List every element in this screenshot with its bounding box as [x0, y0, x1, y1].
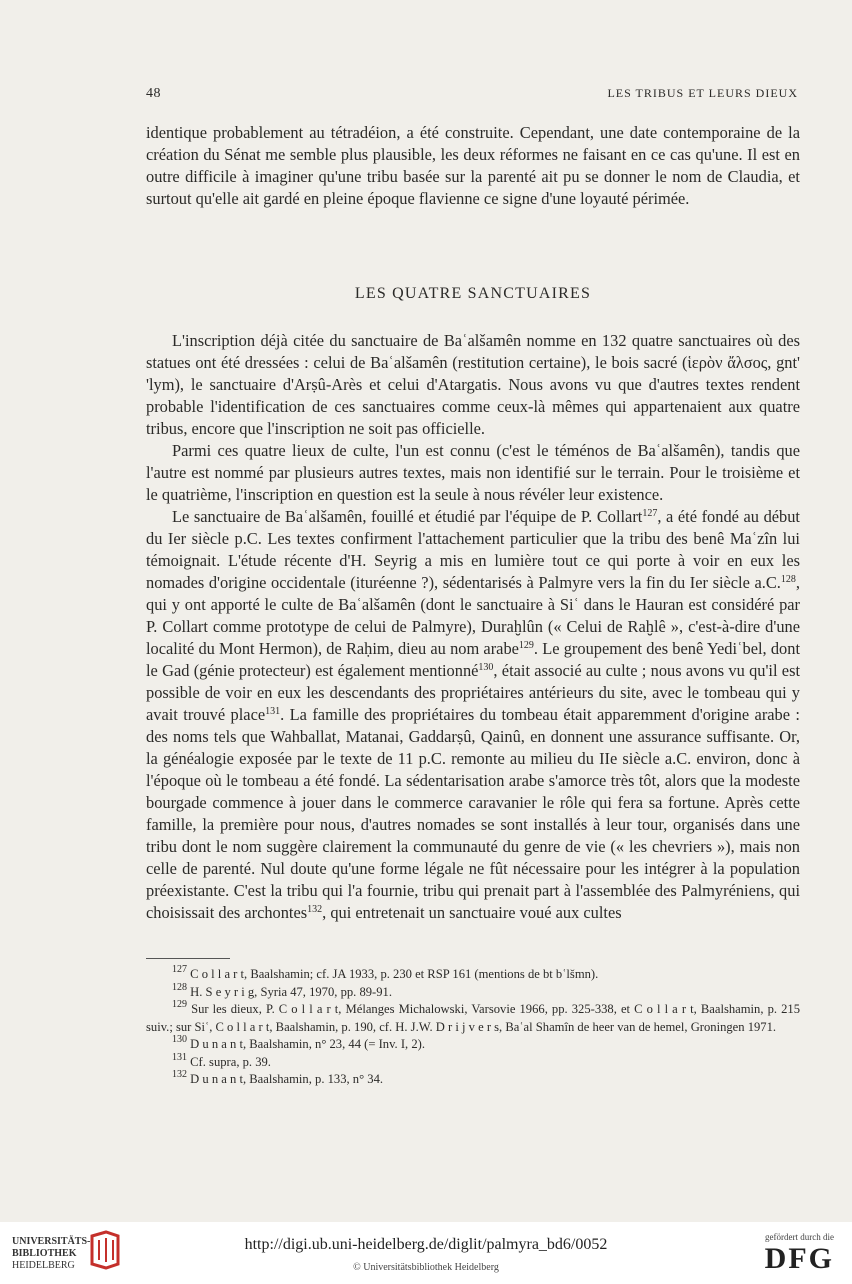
footnote-text: D u n a n t, Baalshamin, n° 23, 44 (= Inv. I, 2).	[190, 1037, 425, 1051]
footnote-ref-128: 128	[780, 574, 796, 585]
footnote-ref-132: 132	[307, 904, 323, 915]
page-header	[146, 86, 798, 104]
library-name-line3: HEIDELBERG	[12, 1260, 75, 1271]
copyright-notice: © Universitätsbibliothek Heidelberg	[353, 1262, 499, 1273]
page-number: 48	[146, 86, 161, 101]
paragraph-3-text: . Le groupement des benê Yediʿbel, dont le Gad (génie protecteur) est également mentionné	[146, 639, 800, 680]
footnote	[146, 1071, 800, 1089]
permalink-url[interactable]: http://digi.ub.uni-heidelberg.de/diglit/palmyra_bd6/0052	[244, 1236, 608, 1253]
footnote-number: 131	[172, 1051, 187, 1063]
footnote-ref-131: 131	[265, 706, 281, 717]
footnote	[146, 1001, 800, 1036]
footnote-ref-130: 130	[478, 662, 494, 673]
footnote-number: 132	[172, 1069, 187, 1080]
intro-text: identique probablement au tétradéion, a été construite. Cependant, une date contemporaine de la création du Sénat me semble plus plausible, les deux réformes ne faisant en ce cas qu'une. Il est en outre difficile à imaginer qu'une tribu basée sur la parenté ait pu se donner le nom de Claudia, et surtout qu'elle ait gardé en pleine époque flavienne ce signe d'une loyauté périmée.	[146, 123, 800, 208]
footnote-text: C o l l a r t, Baalshamin; cf. JA 1933, p. 230 et RSP 161 (mentions de bt bʿlšmn).	[190, 967, 599, 981]
library-name-line2: BIBLIOTHEK	[12, 1248, 77, 1259]
paragraph-3-text: , qui y ont apporté le culte de Baʿalšamên (dont le sanctuaire à Siʿ dans le Hauran est considéré par P. Collart comme prototype de celui de Palmyre), Duraḫlûn (« Celui de Raḫlê », c'est-à-dire d'une localité du Mont Hermon), de Raḥim, dieu au nom arabe	[146, 573, 800, 658]
paragraph-3-text: , a été fondé au début du Ier siècle p.C. Les textes confirment l'attachement particulier que la tribu des benê Maʿzîn lui témoignait. L'étude récente d'H. Seyrig a mis en lumière tout ce qui porte à voir en eux les nomades d'origine occidentale (ituréenne ?), sédentarisés à Palmyre vers la fin du Ier siècle a.C.	[146, 507, 800, 592]
footnote	[146, 1051, 800, 1072]
footnote	[146, 981, 800, 1002]
footnote-number: 127	[172, 964, 187, 975]
footnote-divider	[146, 958, 230, 959]
paragraph-2: Parmi ces quatre lieux de culte, l'un est connu (c'est le téménos de Baʿalšamên), tandis que l'autre est nommé par plusieurs autres textes, mais non identifié sur le terrain. Pour le troisième et le quatrième, l'inscription en question est la seule à nous révéler leur existence.	[146, 441, 800, 504]
footnote	[146, 966, 800, 984]
running-title: LES TRIBUS ET LEURS DIEUX	[607, 86, 798, 100]
footnote	[146, 1036, 800, 1054]
library-name-line1: UNIVERSITÄTS-	[12, 1236, 91, 1247]
section-title: LES QUATRE SANCTUAIRES	[354, 285, 592, 302]
paragraph-3-text: , était associé au culte ; nous avons vu qu'il est possible de voir en eux les descendants des propriétaires antérieurs du site, avec le tombeau qui y avait trouvé place	[146, 661, 801, 724]
paragraph-3-text: , qui entretenait un sanctuaire voué aux cultes	[322, 903, 622, 922]
footnote-text: H. S e y r i g, Syria 47, 1970, pp. 89-91.	[190, 984, 392, 999]
paragraph-3	[146, 506, 800, 924]
dfg-logo[interactable]: DFG	[764, 1242, 834, 1275]
paragraph-3-text: Le sanctuaire de Baʿalšamên, fouillé et étudié par l'équipe de P. Collart	[172, 507, 643, 526]
footnote-ref-127: 127	[642, 508, 658, 519]
footnote-text: Sur les dieux, P. C o l l a r t, Mélanges Michalowski, Varsovie 1966, pp. 325-338, et C o l l a r t, Baalshamin, p. 215 suiv.; sur Siʿ, C o l l a r t, Baalshamin, p. 190, cf. H. J.W. D r i j v e r s, Baʿal Shamîn de heer van de hemel, Groningen 1971.	[146, 1002, 800, 1034]
sponsor-caption: gefördert durch die	[765, 1232, 834, 1242]
footnote-number: 130	[172, 1034, 187, 1045]
paragraph-1: L'inscription déjà citée du sanctuaire de Baʿalšamên nomme en 132 quatre sanctuaires où des statues ont été dressées : celui de Baʿalšamên (restitution certaine), le bois sacré (ἱερὸν ἄλσος, gnt' 'lym), le sanctuaire d'Arṣû-Arès et celui d'Atargatis. Nous avons vu que d'autres textes rendent probable l'identification de ces sanctuaires comme ceux-là mêmes qui appartenaient aux quatre tribus, encore que l'inscription ne soit pas officielle.	[146, 331, 800, 438]
footnote-ref-129: 129	[518, 640, 534, 651]
intro-paragraph	[146, 122, 800, 210]
footnote-text: Cf. supra, p. 39.	[190, 1054, 271, 1069]
footnote-text: D u n a n t, Baalshamin, p. 133, n° 34.	[190, 1072, 384, 1086]
footnote-number: 128	[172, 981, 187, 993]
footnotes	[146, 966, 800, 1089]
footnote-number: 129	[172, 999, 187, 1010]
section-body	[146, 330, 800, 924]
paragraph-3-text: . La famille des propriétaires du tombeau était apparemment d'origine arabe : des noms tels que Wahballat, Matanai, Gaddarṣû, Qainû, en donnent une assurance suffisante. Or, la généalogie exposée par le texte de 11 p.C. remonte au milieu du IIe siècle a.C. environ, donc à l'époque où le tombeau a été fondé. La sédentarisation arabe s'amorce très tôt, alors que la modeste bourgade commence à jouer dans le commerce caravanier le rôle qui fera sa fortune. Après cette famille, la première pour nous, d'autres nomades se sont installés à leur tour, organisés dans une tribu dont le nom suggère clairement la communauté du genre de vie (« les chevriers »), mais non celle de parenté. Nul doute qu'une forme légale ne fût nécessaire pour les intégrer à la population préexistante. C'est la tribu qui l'a fournie, tribu qui prenait part à l'assemblée des Palmyréniens, qui choisissait des archontes	[146, 705, 800, 922]
